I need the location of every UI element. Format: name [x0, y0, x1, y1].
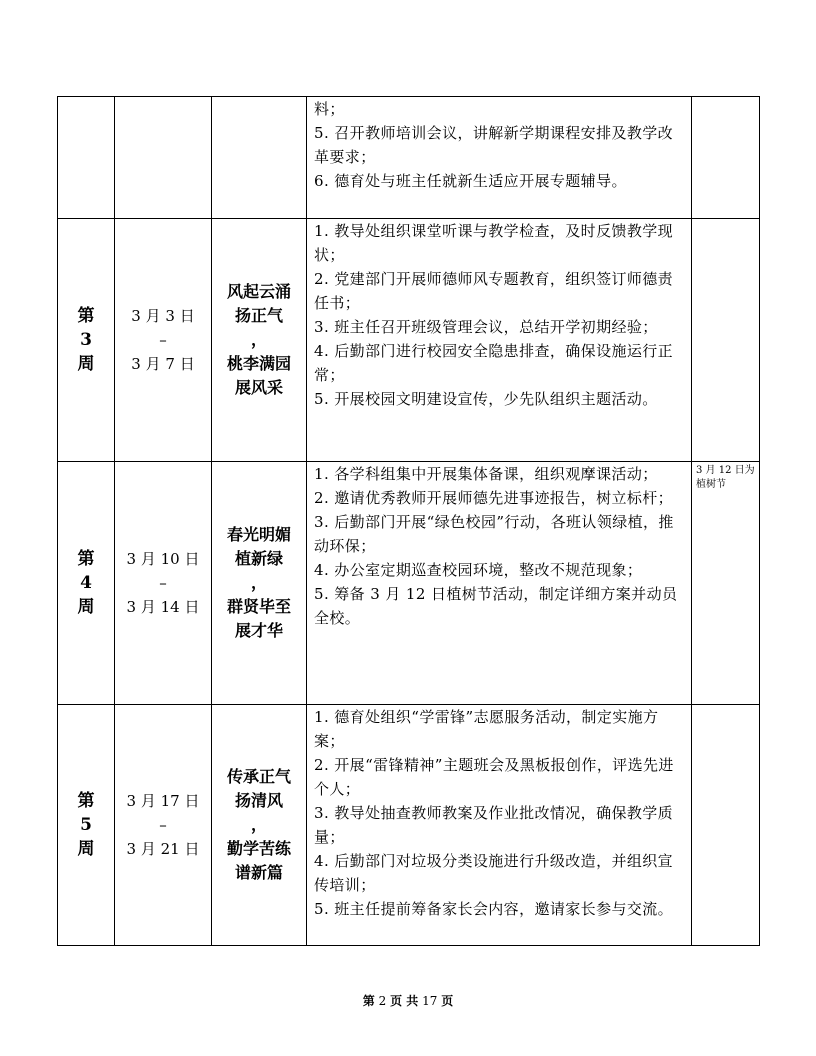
week-label: 第: [77, 791, 95, 811]
theme-line: 风起云涌: [226, 282, 291, 301]
week-label: 第: [77, 549, 95, 569]
tasks-cell: [307, 705, 692, 946]
task-line: 3. 教导处抽查教师教案及作业批改情况，确保教学质量；: [314, 804, 674, 846]
date-separator: –: [159, 816, 167, 834]
week-number: 3: [80, 330, 92, 350]
theme-line: 传承正气: [226, 767, 291, 786]
task-line: 5. 召开教师培训会议，讲解新学期课程安排及教学改革要求；: [314, 124, 674, 166]
start-date: 3 月 3 日: [131, 307, 195, 325]
date-separator: –: [159, 331, 167, 349]
footer-page-number: 2: [378, 994, 387, 1008]
theme-line: 植新绿: [234, 549, 283, 568]
theme-line: 群贤毕至: [226, 597, 291, 616]
task-line: 4. 办公室定期巡查校园环境，整改不规范现象；: [314, 561, 643, 579]
week-cell: [58, 462, 115, 705]
end-date: 3 月 21 日: [126, 840, 200, 858]
date-separator: –: [159, 574, 167, 592]
start-date: 3 月 10 日: [126, 550, 200, 568]
week-number: 5: [80, 815, 92, 835]
tasks-cell: [307, 97, 692, 219]
task-line: 5. 开展校园文明建设宣传，少先队组织主题活动。: [314, 390, 658, 408]
footer-total-pages: 17: [422, 994, 438, 1008]
dates-cell: [115, 705, 212, 946]
theme-line: 展风采: [234, 378, 283, 397]
note-cell: 3 月 12 日为植树节: [692, 462, 760, 705]
week-label: 周: [77, 354, 95, 374]
theme-line: 桃李满园: [226, 354, 291, 373]
tasks-cell: [307, 219, 692, 462]
theme-line: ，: [250, 330, 267, 349]
end-date: 3 月 7 日: [131, 355, 195, 373]
theme-line: 展才华: [234, 621, 283, 640]
theme-line: 勤学苦练: [226, 839, 291, 858]
footer-middle: 页 共: [390, 994, 419, 1008]
dates-cell: [115, 97, 212, 219]
task-line: 1. 各学科组集中开展集体备课，组织观摩课活动；: [314, 465, 658, 483]
task-line: 4. 后勤部门对垃圾分类设施进行升级改造，并组织宣传培训；: [314, 852, 674, 894]
theme-line: 春光明媚: [226, 525, 291, 544]
weekly-schedule-table: [57, 96, 760, 946]
week-cell: [58, 97, 115, 219]
note-cell: [692, 97, 760, 219]
week-label: 周: [77, 597, 95, 617]
task-line: 3. 后勤部门开展“绿色校园”行动，各班认领绿植，推动环保；: [314, 513, 674, 555]
theme-cell: [212, 219, 307, 462]
end-date: 3 月 14 日: [126, 598, 200, 616]
footer-prefix: 第: [362, 994, 375, 1008]
theme-line: 谱新篇: [234, 863, 283, 882]
task-line: 2. 邀请优秀教师开展师德先进事迹报告，树立标杆；: [314, 489, 674, 507]
page-footer: [0, 992, 816, 1009]
theme-line: ，: [250, 815, 267, 834]
tasks-cell: [307, 462, 692, 705]
table-row: [58, 219, 760, 462]
week-number: 4: [80, 573, 92, 593]
week-cell: [58, 219, 115, 462]
task-line: 1. 德育处组织“学雷锋”志愿服务活动，制定实施方案；: [314, 708, 659, 750]
task-line: 4. 后勤部门进行校园安全隐患排查，确保设施运行正常；: [314, 342, 674, 384]
task-line: 5. 筹备 3 月 12 日植树节活动，制定详细方案并动员全校。: [314, 585, 678, 627]
task-line: 2. 党建部门开展师德师风专题教育，组织签订师德责任书；: [314, 270, 674, 312]
table-row: [58, 705, 760, 946]
start-date: 3 月 17 日: [126, 792, 200, 810]
task-line: 料；: [314, 100, 345, 118]
task-line: 5. 班主任提前筹备家长会内容，邀请家长参与交流。: [314, 900, 674, 918]
task-line: 3. 班主任召开班级管理会议，总结开学初期经验；: [314, 318, 658, 336]
table-row: [58, 97, 760, 219]
theme-line: 扬清风: [234, 791, 283, 810]
theme-line: ，: [250, 573, 267, 592]
footer-suffix: 页: [441, 994, 454, 1008]
theme-cell: [212, 705, 307, 946]
week-label: 第: [77, 306, 95, 326]
dates-cell: [115, 462, 212, 705]
note-cell: [692, 705, 760, 946]
week-cell: [58, 705, 115, 946]
dates-cell: [115, 219, 212, 462]
theme-line: 扬正气: [234, 306, 283, 325]
task-line: 6. 德育处与班主任就新生适应开展专题辅导。: [314, 172, 627, 190]
week-label: 周: [77, 839, 95, 859]
theme-cell: [212, 462, 307, 705]
task-line: 2. 开展“雷锋精神”主题班会及黑板报创作，评选先进个人；: [314, 756, 674, 798]
theme-cell: [212, 97, 307, 219]
task-line: 1. 教导处组织课堂听课与教学检查，及时反馈教学现状；: [314, 222, 674, 264]
table-row: [58, 462, 760, 705]
note-cell: [692, 219, 760, 462]
